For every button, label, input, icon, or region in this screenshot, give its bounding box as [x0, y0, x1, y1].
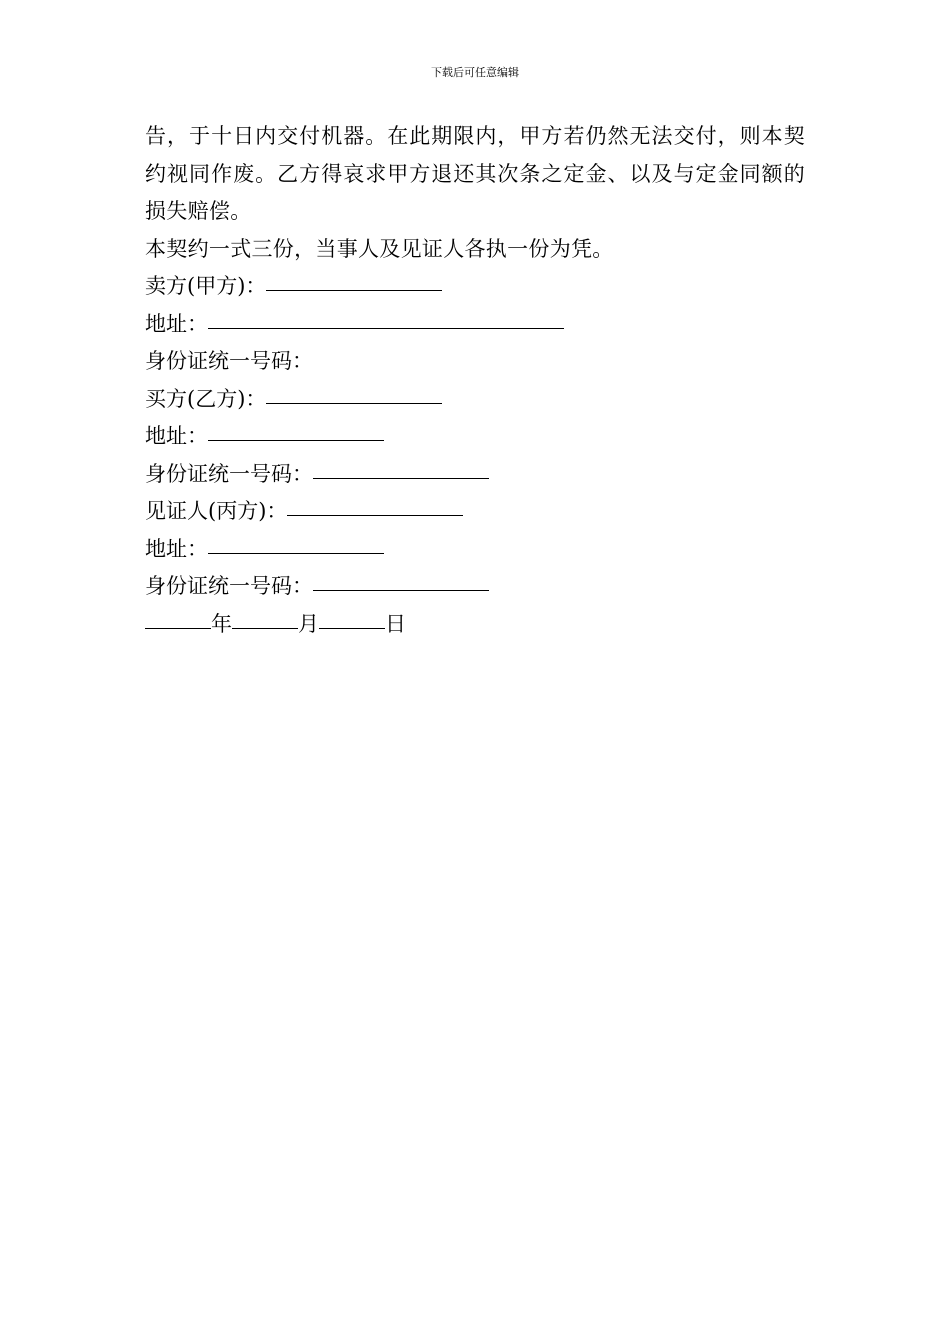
year-label: 年: [211, 611, 232, 636]
buyer-id-line: [145, 456, 805, 494]
witness-label: 见证人(丙方)：: [145, 499, 288, 523]
seller-id-line: [145, 343, 805, 381]
seller-line: [145, 268, 805, 306]
paragraph-copies: 本契约一式三份，当事人及见证人各执一份为凭。: [145, 236, 614, 261]
buyer-name-blank[interactable]: [266, 403, 442, 404]
day-blank[interactable]: [319, 628, 385, 629]
buyer-id-blank[interactable]: [313, 478, 489, 479]
witness-id-blank[interactable]: [313, 590, 489, 591]
page-header: 下载后可任意编辑: [431, 66, 519, 79]
witness-id-line: [145, 568, 805, 606]
witness-line: [145, 493, 805, 531]
buyer-label: 买方(乙方)：: [145, 386, 267, 411]
buyer-id-label: 身份证统一号码：: [145, 461, 313, 486]
witness-address-line: [145, 531, 805, 569]
seller-address-line: [145, 306, 805, 344]
day-label: 日: [385, 611, 406, 636]
seller-address-blank[interactable]: [208, 328, 564, 329]
buyer-line: [145, 381, 805, 419]
month-label: 月: [298, 611, 319, 636]
witness-address-label: 地址：: [145, 536, 208, 561]
buyer-address-blank[interactable]: [208, 440, 384, 441]
witness-id-label: 身份证统一号码：: [145, 574, 313, 598]
date-line: [145, 606, 805, 644]
seller-id-label: 身份证统一号码：: [145, 349, 313, 373]
seller-name-blank[interactable]: [266, 290, 442, 291]
seller-address-label: 地址：: [145, 311, 208, 336]
seller-label: 卖方(甲方)：: [145, 274, 267, 298]
year-blank[interactable]: [145, 628, 211, 629]
buyer-address-label: 地址：: [145, 424, 208, 448]
paragraph-delivery-terms: 告，于十日内交付机器。在此期限内，甲方若仍然无法交付，则本契约视同作废。乙方得哀求甲方退还其次条之定金、以及与定金同额的损失赔偿。: [145, 124, 805, 223]
month-blank[interactable]: [232, 628, 298, 629]
witness-address-blank[interactable]: [208, 553, 384, 554]
document-body: [145, 118, 805, 643]
witness-name-blank[interactable]: [287, 515, 463, 516]
buyer-address-line: [145, 418, 805, 456]
